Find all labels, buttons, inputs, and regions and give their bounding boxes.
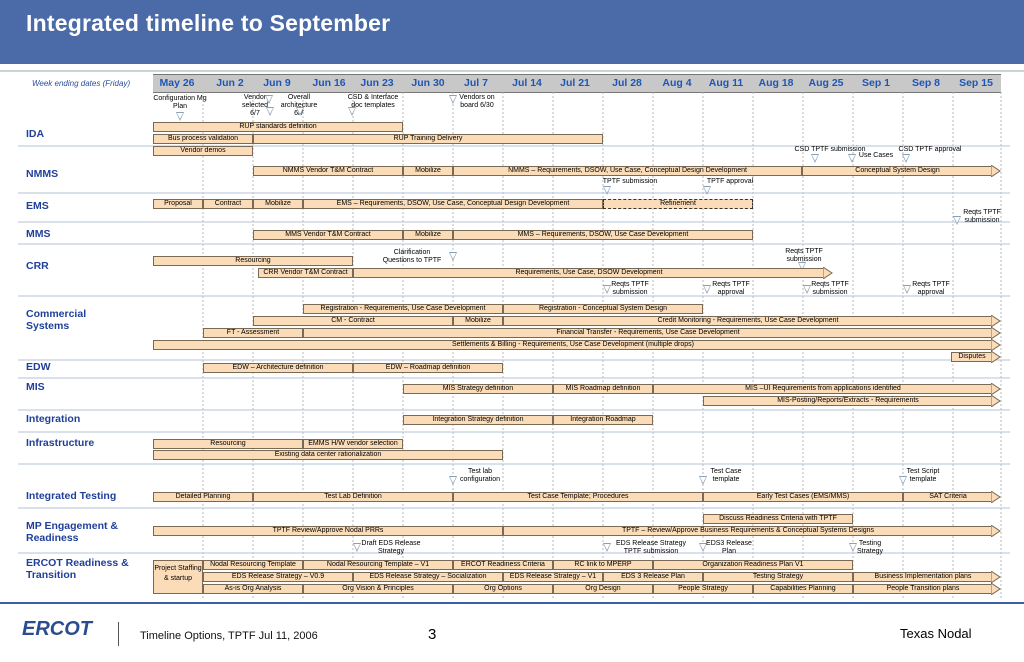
date-header-row <box>153 74 1001 93</box>
milestone-marker <box>353 543 361 552</box>
milestone-label: Test lab configuration <box>459 468 501 483</box>
bar-ercot-readiness-criteria: ERCOT Readiness Criteria <box>453 560 553 570</box>
milestone-marker <box>703 186 711 195</box>
date-label: Jun 2 <box>216 77 244 89</box>
bar-detailed-planning: Detailed Planning <box>153 492 253 502</box>
bar-rup-standards: RUP standards definition <box>153 122 403 132</box>
arrow-label: Financial Transfer - Requirements, Use Case Development <box>556 329 740 336</box>
date-label: May 26 <box>159 77 195 89</box>
arrow-mis-ui <box>653 383 1001 395</box>
bar-mms-requirements: MMS – Requirements, DSOW, Use Case Development <box>453 230 753 240</box>
bar-infra-resourcing: Resourcing <box>153 439 303 449</box>
date-label: Sep 15 <box>959 77 993 89</box>
arrow-label: SAT Criteria <box>929 493 967 500</box>
row-label-edw: EDW <box>26 361 51 373</box>
bar-ems-proposal: Proposal <box>153 199 203 209</box>
date-label: Aug 25 <box>808 77 844 89</box>
row-label-infrastructure: Infrastructure <box>26 437 95 449</box>
arrow-label: Disputes <box>958 353 986 360</box>
date-label: Aug 4 <box>662 77 692 89</box>
bar-org-options: Org Options <box>453 584 553 594</box>
bar-eds-socialization: EDS Release Strategy – Socialization <box>353 572 503 582</box>
arrow-label: Conceptual System Design <box>855 167 940 174</box>
milestone-marker <box>903 285 911 294</box>
arrow-label: Credit Monitoring - Requirements, Use Case Development <box>657 317 839 324</box>
bar-eds-v1: EDS Release Strategy – V1 <box>503 572 603 582</box>
bar-registration-design: Registration - Conceptual System Design <box>503 304 703 314</box>
milestone-label: Vendors on board 6/30 <box>459 94 495 109</box>
date-label: Jun 23 <box>360 77 394 89</box>
bar-org-readiness-plan: Organization Readiness Plan V1 <box>653 560 853 570</box>
milestone-label: Reqts TPTF approval <box>912 281 950 296</box>
arrow-label: People Transition plans <box>886 585 960 592</box>
arrow-label: Requirements, Use Case, DSOW Development <box>515 269 663 276</box>
date-label: Sep 8 <box>911 77 941 89</box>
date-label: Jun 9 <box>263 77 291 89</box>
milestone-marker <box>603 186 611 195</box>
page-number: 3 <box>428 626 437 643</box>
bar-nodal-resourcing-template: Nodal Resourcing Template <box>203 560 303 570</box>
arrow-label: Settlements & Billing - Requirements, Use Case Development (multiple drops) <box>452 341 694 348</box>
bar-ems-mobilize: Mobilize <box>253 199 303 209</box>
bar-ft-assessment: FT - Assessment <box>203 328 303 338</box>
milestone-marker <box>449 476 457 485</box>
row-label-integrated-testing: Integrated Testing <box>26 490 117 502</box>
milestone-label: Overall architecture 6/7 <box>280 94 318 117</box>
date-label: Sep 1 <box>861 77 891 89</box>
milestone-label: Test Script template <box>906 468 940 483</box>
date-label: Aug 18 <box>758 77 794 89</box>
row-label-ida: IDA <box>26 128 45 140</box>
footer-divider <box>0 602 1024 604</box>
bar-bus-process-validation: Bus process validation <box>153 134 253 144</box>
milestone-marker <box>449 252 457 261</box>
bar-cm-contract: CM - Contract <box>253 316 453 326</box>
milestone-label: Test Case template <box>710 468 742 483</box>
arrow-settlements-billing <box>153 339 1001 351</box>
milestone-marker <box>811 154 819 163</box>
arrow-business-implementation <box>853 571 1001 583</box>
milestone-marker <box>849 543 857 552</box>
milestone-label: Reqts TPTF submission <box>785 248 823 263</box>
milestone-label: TPTF submission <box>602 178 658 185</box>
bar-test-lab-definition: Test Lab Definition <box>253 492 453 502</box>
milestone-label: Reqts TPTF approval <box>712 281 750 296</box>
week-ending-label: Week ending dates (Friday) <box>32 79 131 88</box>
arrow-crr-requirements <box>353 267 833 279</box>
milestone-label: CSD & Interface doc templates <box>347 94 399 109</box>
milestone-marker <box>953 216 961 225</box>
bar-readiness-criteria: Discuss Readiness Criteria with TPTF <box>703 514 853 524</box>
title-banner <box>0 0 1024 64</box>
milestone-label: Reqts TPTF submission <box>963 209 1001 224</box>
bar-ems-refinement: Refinement <box>603 199 753 209</box>
row-label-crr: CRR <box>26 260 49 272</box>
bar-tptf-nodal-prrs: TPTF Review/Approve Nodal PRRs <box>153 526 503 536</box>
date-label: Aug 11 <box>708 77 744 89</box>
bar-testing-strategy: Testing Strategy <box>703 572 853 582</box>
footer-caption: Timeline Options, TPTF Jul 11, 2006 <box>140 630 318 642</box>
bar-rc-link-mperp: RC link to MPERP <box>553 560 653 570</box>
bar-cm-mobilize: Mobilize <box>453 316 503 326</box>
bar-eds-v09: EDS Release Strategy – V0.9 <box>203 572 353 582</box>
arrow-label: TPTF – Review/Approve Business Requirements & Conceptual Systems Designs <box>621 527 875 534</box>
bar-vendor-demos: Vendor demos <box>153 146 253 156</box>
milestone-label: CSD TPTF submission <box>794 146 866 153</box>
milestone-label: EDS3 Release Plan <box>706 540 752 555</box>
bar-rup-training: RUP Training Delivery <box>253 134 603 144</box>
date-label: Jul 14 <box>512 77 542 89</box>
arrow-sat-criteria <box>903 491 1001 503</box>
bar-edw-architecture: EDW – Architecture definition <box>203 363 353 373</box>
milestone-label: TPTF approval <box>706 178 754 185</box>
milestone-label: Vendor selected 6/7 <box>241 94 269 117</box>
bar-crr-contract: CRR Vendor T&M Contract <box>258 268 353 278</box>
milestone-marker <box>265 95 273 104</box>
arrow-disputes <box>951 351 1001 363</box>
milestone-label: Testing Strategy <box>856 540 884 555</box>
milestone-label: EDS Release Strategy TPTF submission <box>615 540 687 555</box>
milestone-marker <box>803 285 811 294</box>
ercot-logo: ERCOT <box>22 618 92 640</box>
bar-crr-resourcing: Resourcing <box>153 256 353 266</box>
row-label-ems: EMS <box>26 200 49 212</box>
bar-mms-contract: MMS Vendor T&M Contract <box>253 230 403 240</box>
bar-ems-contract: Contract <box>203 199 253 209</box>
bar-nmms-mobilize: Mobilize <box>403 166 453 176</box>
arrow-financial-transfer <box>303 327 1001 339</box>
milestone-marker <box>266 107 274 116</box>
bar-org-vision: Org Vision & Principles <box>303 584 453 594</box>
milestone-label: CSD TPTF approval <box>898 146 962 153</box>
row-label-nmms: NMMS <box>26 168 59 180</box>
row-label-mis: MIS <box>26 381 45 393</box>
arrow-credit-monitoring <box>503 315 1001 327</box>
arrow-mis-posting <box>703 395 1001 407</box>
page-title: Integrated timeline to September <box>26 10 391 36</box>
bar-nmms-contract: NMMS Vendor T&M Contract <box>253 166 403 176</box>
milestone-marker <box>176 112 184 121</box>
bar-edw-roadmap: EDW – Roadmap definition <box>353 363 503 373</box>
milestone-label: Clarification Questions to TPTF <box>382 249 442 264</box>
milestone-marker <box>703 285 711 294</box>
bar-capabilities-planning: Capabilities Planning <box>753 584 853 594</box>
bar-people-strategy: People Strategy <box>653 584 753 594</box>
date-label: Jun 30 <box>411 77 445 89</box>
footer-brand: Texas Nodal <box>900 626 972 641</box>
bar-org-design: Org Design <box>553 584 653 594</box>
milestone-marker <box>348 107 356 116</box>
bar-data-center: Existing data center rationalization <box>153 450 503 460</box>
milestone-label: Reqts TPTF submission <box>611 281 649 296</box>
arrow-label: MIS –UI Requirements from applications identified <box>745 385 901 392</box>
date-label: Jul 21 <box>560 77 590 89</box>
row-label-commercial-systems: Commercial Systems <box>26 308 87 332</box>
arrow-tptf-review <box>503 525 1001 537</box>
row-label-mp-engagement: MP Engagement & Readiness <box>26 520 118 544</box>
bar-mms-mobilize: Mobilize <box>403 230 453 240</box>
bar-emms-hw-vendor: EMMS H/W vendor selection <box>303 439 403 449</box>
milestone-marker <box>603 543 611 552</box>
milestone-marker <box>699 543 707 552</box>
milestone-marker <box>296 107 304 116</box>
row-label-mms: MMS <box>26 228 51 240</box>
bar-eds3-release-plan: EDS 3 Release Plan <box>603 572 703 582</box>
milestone-label: Draft EDS Release Strategy <box>361 540 421 555</box>
row-label-integration: Integration <box>26 413 81 425</box>
bar-project-staffing: Project Staffing & startup <box>153 560 203 594</box>
bar-integration-strategy: Integration Strategy definition <box>403 415 553 425</box>
milestone-marker <box>449 95 457 104</box>
bar-nmms-requirements: NMMS – Requirements, DSOW, Use Case, Conceptual Design Development <box>453 166 802 176</box>
arrow-label: MIS-Posting/Reports/Extracts - Requirements <box>777 397 919 404</box>
milestone-marker <box>699 476 707 485</box>
milestone-marker <box>848 154 856 163</box>
date-label: Jun 16 <box>312 77 346 89</box>
milestone-marker <box>603 285 611 294</box>
arrow-label: Business Implementation plans <box>874 573 972 580</box>
bar-mis-strategy: MIS Strategy definition <box>403 384 553 394</box>
bar-nodal-resourcing-v1: Nodal Resourcing Template – V1 <box>303 560 453 570</box>
bar-mis-roadmap: MIS Roadmap definition <box>553 384 653 394</box>
arrow-people-transition <box>853 583 1001 595</box>
footer-separator <box>118 622 119 646</box>
bar-test-case-template: Test Case Template; Procedures <box>453 492 703 502</box>
date-label: Jul 28 <box>612 77 642 89</box>
bar-integration-roadmap: Integration Roadmap <box>553 415 653 425</box>
arrow-nmms-csd <box>802 165 1001 177</box>
milestone-label: Use Cases <box>858 152 894 159</box>
milestone-marker <box>899 476 907 485</box>
milestone-label: Configuration Mg Plan <box>153 95 207 110</box>
bar-registration-requirements: Registration - Requirements, Use Case Development <box>303 304 503 314</box>
date-label: Jul 7 <box>464 77 488 89</box>
milestone-label: Reqts TPTF submission <box>811 281 849 296</box>
milestone-marker <box>902 154 910 163</box>
bar-early-test-cases: Early Test Cases (EMS/MMS) <box>703 492 903 502</box>
row-label-ercot-readiness: ERCOT Readiness & Transition <box>26 557 129 581</box>
bar-ems-requirements: EMS – Requirements, DSOW, Use Case, Conceptual Design Development <box>303 199 603 209</box>
bar-as-is-org: As-is Org Analysis <box>203 584 303 594</box>
